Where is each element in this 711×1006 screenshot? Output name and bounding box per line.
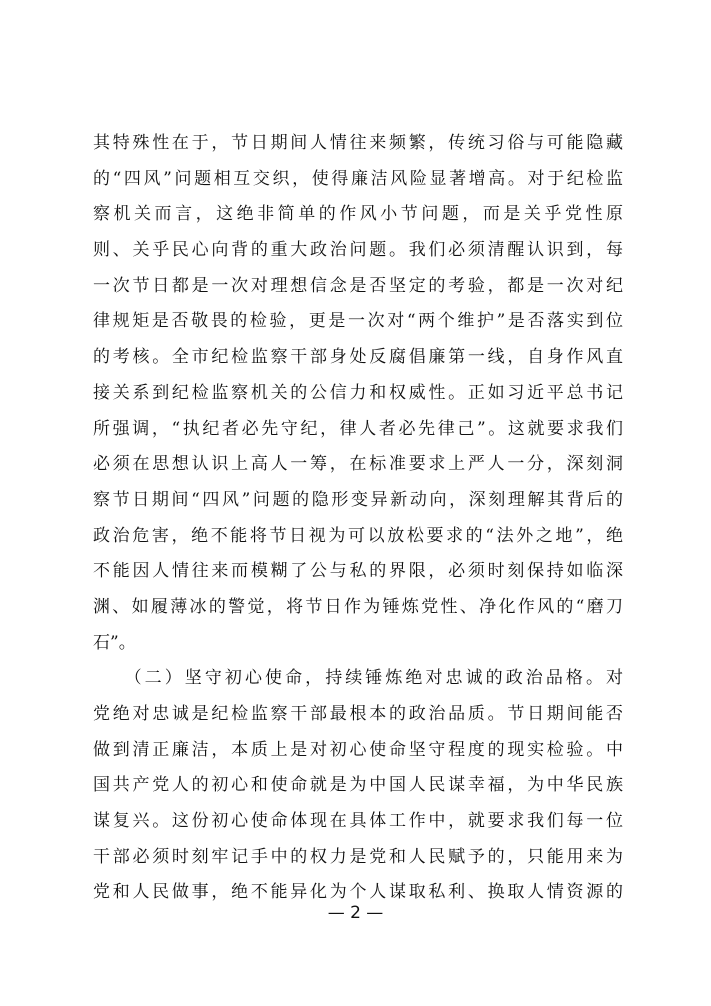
text-line: 做到清正廉洁，本质上是对初心使命坚守程度的现实检验。中 bbox=[93, 739, 623, 760]
text-line: 国共产党人的初心和使命就是为中国人民谋幸福，为中华民族 bbox=[93, 775, 623, 796]
text-line: 的考核。全市纪检监察干部身处反腐倡廉第一线，自身作风直 bbox=[93, 347, 623, 368]
text-line: 党绝对忠诚是纪检监察干部最根本的政治品质。节日期间能否 bbox=[93, 704, 623, 724]
text-line: 的“四风”问题相互交织，使得廉洁风险显著增高。对于纪检监 bbox=[93, 168, 623, 189]
text-line: 其特殊性在于，节日期间人情往来频繁，传统习俗与可能隐藏 bbox=[93, 133, 623, 153]
text-line: 律规矩是否敬畏的检验，更是一次对“两个维护”是否落实到位 bbox=[93, 311, 623, 332]
text-line: 干部必须时刻牢记手中的权力是党和人民赋予的，只能用来为 bbox=[93, 846, 623, 867]
text-line: 谋复兴。这份初心使命体现在具体工作中，就要求我们每一位 bbox=[93, 811, 623, 832]
text-line: 察节日期间“四风”问题的隐形变异新动向，深刻理解其背后的 bbox=[93, 489, 623, 510]
text-line: 不能因人情往来而模糊了公与私的界限，必须时刻保持如临深 bbox=[93, 561, 623, 582]
text-line: 接关系到纪检监察机关的公信力和权威性。正如习近平总书记 bbox=[93, 382, 623, 403]
text-line: 渊、如履薄冰的警觉，将节日作为锤炼党性、净化作风的“磨刀 bbox=[93, 596, 623, 617]
body-text bbox=[93, 126, 623, 911]
text-line: 必须在思想认识上高人一筹，在标准要求上严人一分，深刻洞 bbox=[93, 454, 623, 475]
text-line: 党和人民做事，绝不能异化为个人谋取私利、换取人情资源的 bbox=[93, 882, 623, 903]
section-heading-line: （二）坚守初心使命，持续锤炼绝对忠诚的政治品格。对 bbox=[93, 668, 623, 689]
text-line: 石”。 bbox=[93, 632, 136, 653]
text-line: 所强调，“执纪者必先守纪，律人者必先律己”。这就要求我们 bbox=[93, 418, 623, 439]
text-line: 则、关乎民心向背的重大政治问题。我们必须清醒认识到，每 bbox=[93, 240, 623, 261]
text-line: 政治危害，绝不能将节日视为可以放松要求的“法外之地”，绝 bbox=[93, 525, 623, 546]
text-line: 一次节日都是一次对理想信念是否坚定的考验，都是一次对纪 bbox=[93, 275, 623, 296]
page-number: — 2 — bbox=[327, 903, 384, 923]
text-line: 察机关而言，这绝非简单的作风小节问题，而是关乎党性原 bbox=[93, 204, 623, 225]
